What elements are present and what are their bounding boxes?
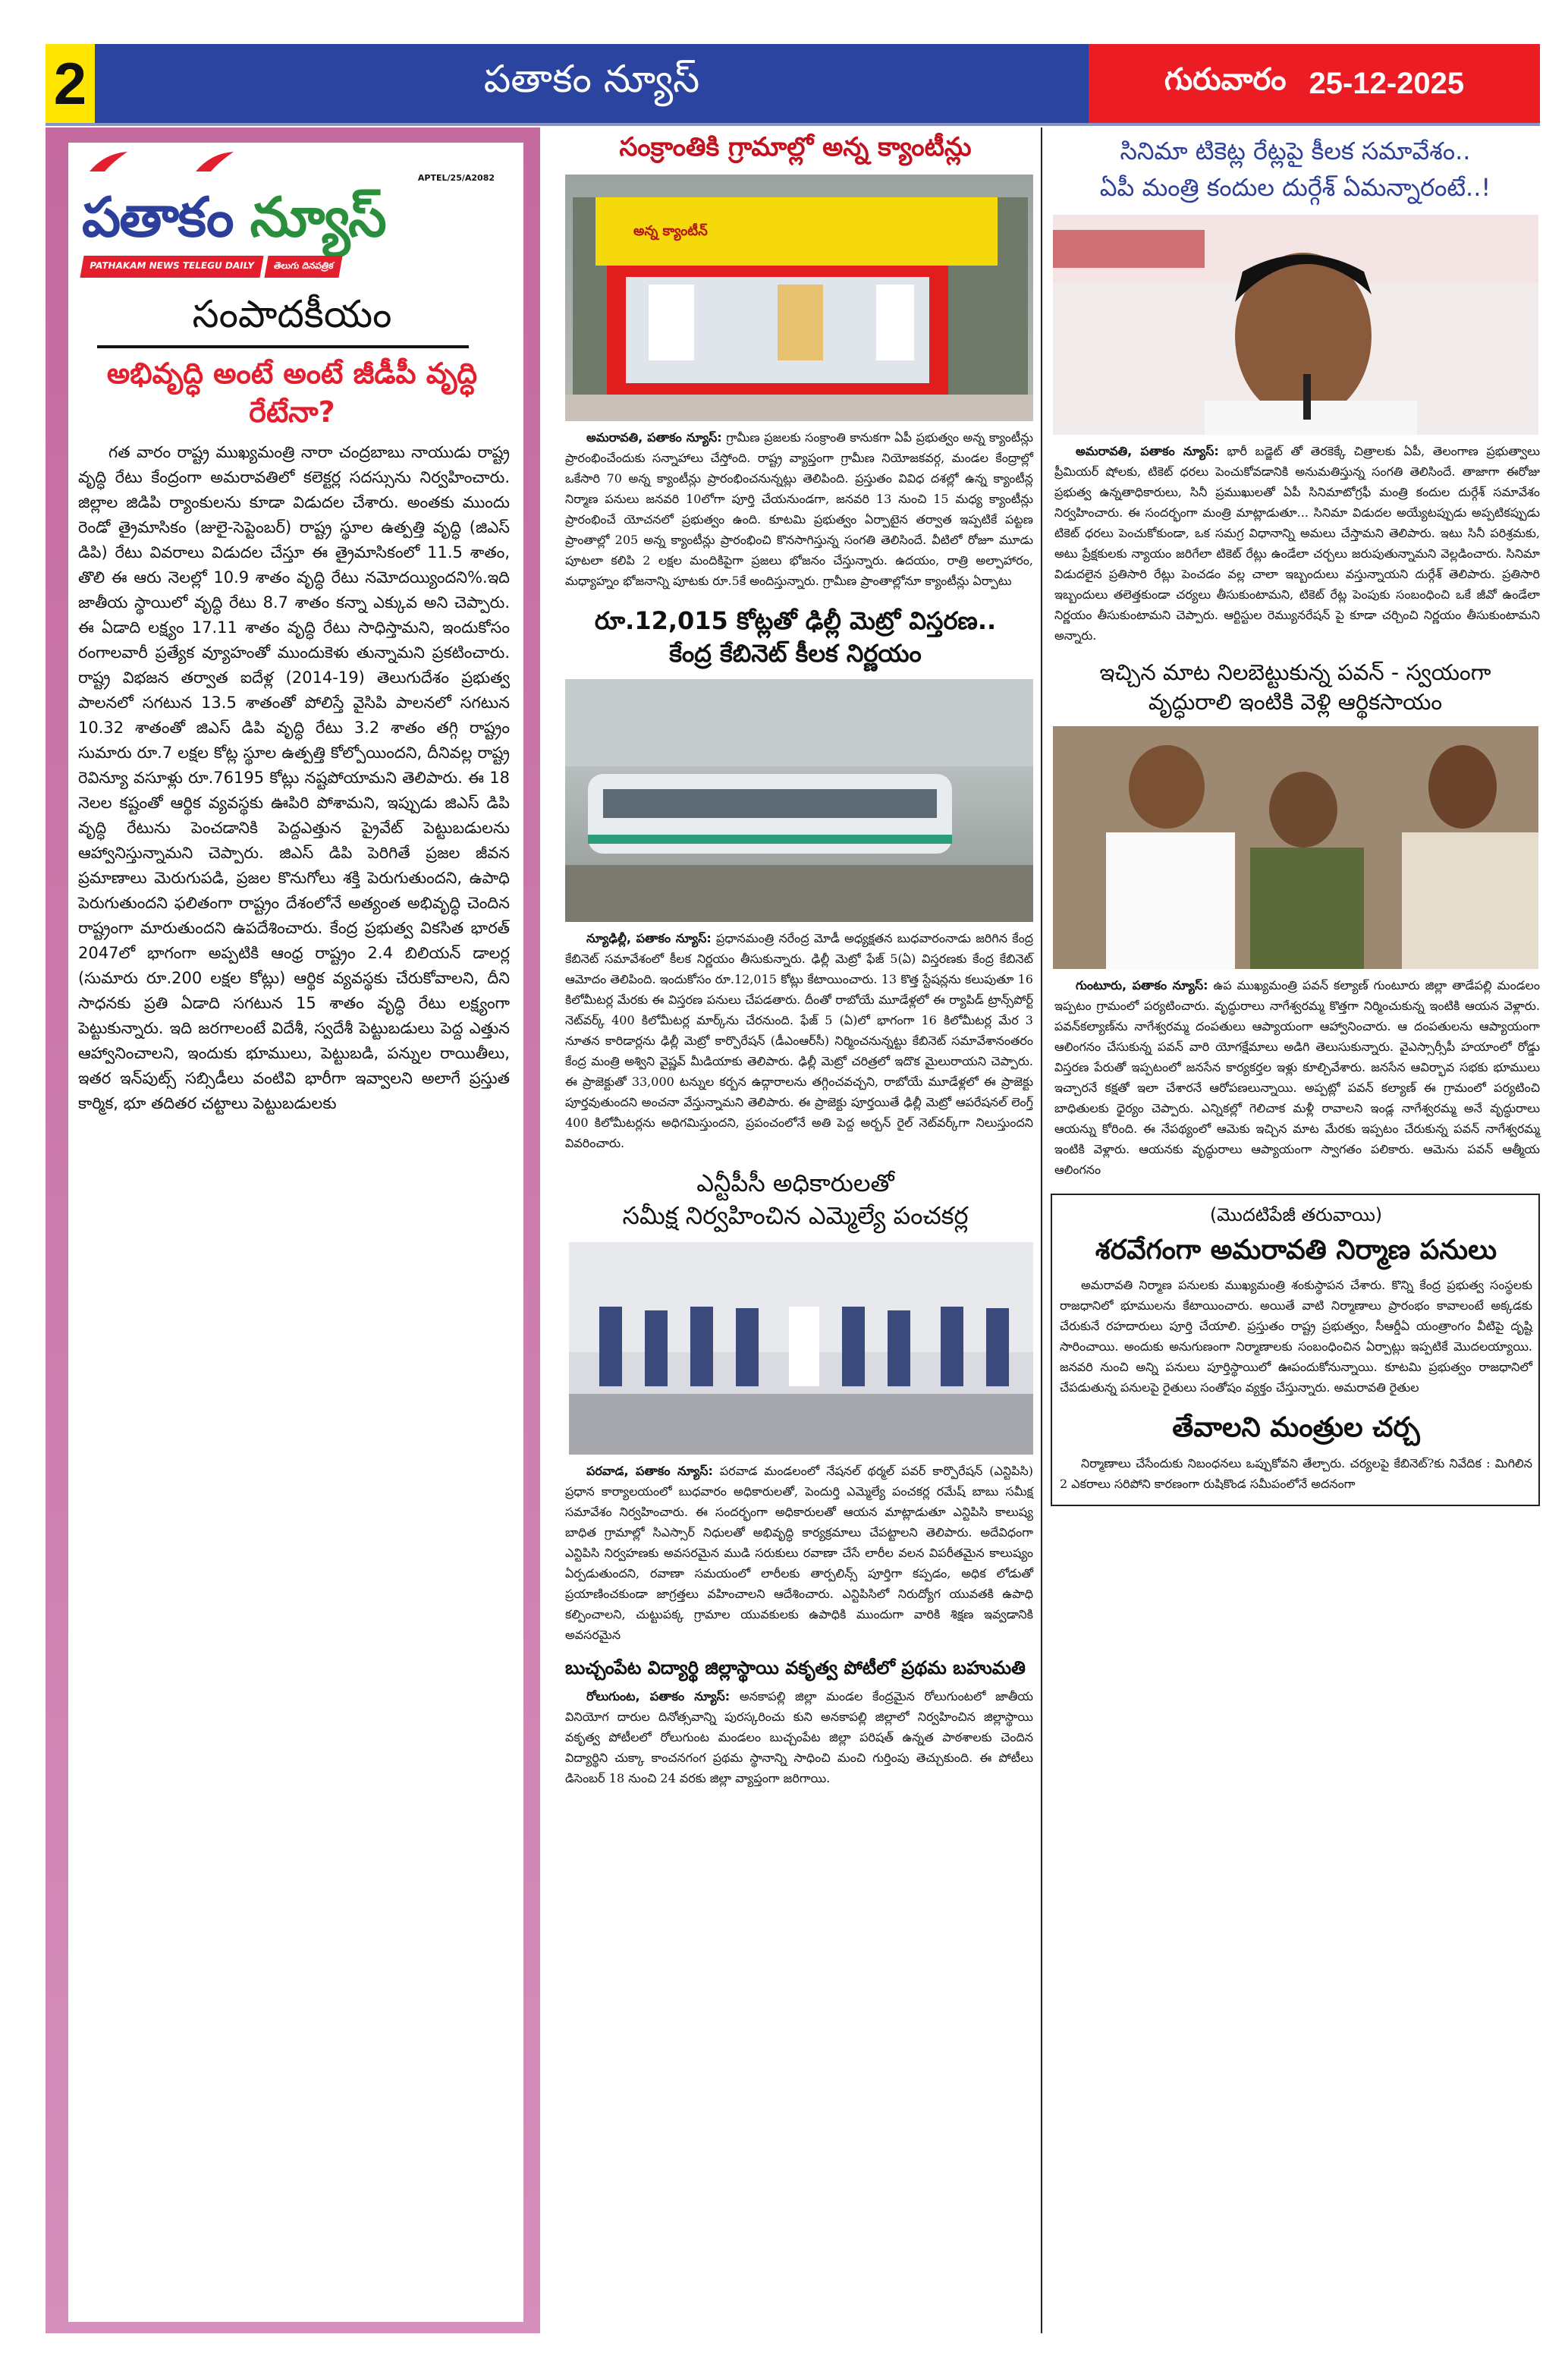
metro-photo (565, 679, 1033, 922)
editorial-headline: అభివృద్ధి అంటే అంటే జీడీపీ వృద్ధి రేటేనా? (106, 357, 478, 429)
logo-text-1: పతాకం (82, 185, 233, 249)
metro-headline (558, 605, 1033, 670)
ministers-headline: తేవాలని మంత్రుల చర్చ (1172, 1412, 1420, 1444)
headline-line: సమీక్ష నిర్వహించిన ఎమ్మెల్యే పంచకర్ల (622, 1201, 969, 1231)
dateline: రోలుగుంట, పతాకం న్యూస్: (586, 1689, 731, 1704)
logo-text-2: న్యూస్ (250, 185, 385, 249)
editorial-inner (68, 143, 523, 2322)
editorial-rule (97, 345, 469, 348)
dateline: అమరావతి, పతాకం న్యూస్: (586, 429, 722, 445)
date: 25-12-2025 (1309, 66, 1465, 100)
logo-wordmark (82, 183, 510, 251)
logo-tagline-bar (82, 256, 510, 278)
canteen-sign: అన్న క్యాంటీన్ (633, 222, 708, 239)
dateline: న్యూఢిల్లీ, పతాకం న్యూస్: (586, 931, 712, 946)
paper-name: పతాకం న్యూస్ (483, 56, 700, 101)
ntpc-headline (558, 1167, 1033, 1232)
meeting-group-image (569, 1242, 1033, 1455)
canteen-photo (565, 175, 1033, 421)
canteens-headline: సంక్రాంతికి గ్రామాల్లో అన్న క్యాంటీన్లు (619, 132, 972, 162)
article-text: ప్రధానమంత్రి నరేంద్ర మోడీ అధ్యక్షతన బుధవారంనాడు జరిగిన కేంద్ర కేబినెట్ సమావేశంలో కీలక నిర్ణయం తీసుకున్నారు. ఢిల్లీ మెట్రో ఫేజ్ 5(ఏ) విస్తరణకు కేంద్ర కేబినెట్ ఆమోదం తెలిపింది. ఇందుకోసం రూ.12,015 కోట్లు కేటాయించారు. 13 కొత్త స్టేషన్లను కలుపుతూ 16 కిలోమీటర్ల మేరకు ఈ విస్తరణ పనులు చేపడతారు. దీంతో రాబోయే మూడేళ్లలో ఈ ర్యాపిడ్ ట్రాన్స్‌పోర్ట్ నెట్‌వర్క్ 400 కిలోమీటర్ల మార్క్‌ను చేరనుంది. ఫేజ్ 5 (ఏ)లో భాగంగా 16 కిలోమీటర్ల మేర 3 నూతన కారిడార్లను ఢిల్లీ మెట్రో కార్పొరేషన్ (డీఎంఆర్‌సీ) నిర్మించనున్నట్టు కేబినెట్ సమావేశానంతరం కేంద్ర మంత్రి అశ్విని వైష్ణవ్ మీడియాకు తెలిపారు. ఢిల్లీ మెట్రో చరిత్రలో ఇదొక మైలురాయని చెప్పారు. ఈ ప్రాజెక్టుతో 33,000 టన్నుల కర్బన ఉద్గారాలను తగ్గించవచ్చని, రాబోయే మూడేళ్లలో ఈ ప్రాజెక్టు పూర్తవుతుందని అంచనా వేస్తున్నామని తెలిపారు. ఈ ప్రాజెక్టు పూర్తయితే ఢిల్లీ మెట్రో ఆపరేషనల్ లెంగ్త్ 400 కిలోమీటర్లను అధిగమిస్తుందని, ప్రపంచంలోనే అతి పెద్ద అర్బన్ రైల్ నెట్‌వర్క్‌గా నిలుస్తుందని వివరించారు. (565, 931, 1033, 1151)
ntpc-meeting-photo (569, 1242, 1033, 1455)
minister-portrait-image (1053, 215, 1538, 435)
minister-photo (1053, 215, 1538, 435)
right-column (1051, 133, 1540, 1506)
amaravati-box (1051, 1194, 1540, 1506)
article-text: అనకాపల్లి జిల్లా మండల కేంద్రమైన రోలుగుంటలో జాతీయ వినియోగ దారుల దినోత్సవాన్ని పురస్కరించు కుని అనకాపల్లి జిల్లాలో నిర్వహించిన జిల్లాస్థాయి వకృత్వ పోటీలలో రోలుగుంట మండలం బుచ్చంపేట జిల్లా పరిషత్ ఉన్నత పాఠశాలకు చెందిన విద్యార్థిని చుక్కా కాంచనగంగ ప్రథమ స్థానాన్ని సాధించి మంచి గుర్తింపు తెచ్చుకుంది. ఈ పోటీలు డిసెంబర్ 18 నుంచి 24 వరకు జిల్లా వ్యాప్తంగా జరిగాయి. (565, 1689, 1033, 1786)
pawan-body (1054, 975, 1540, 1180)
tagline-en: PATHAKAM NEWS TELEGU DAILY (80, 256, 263, 278)
middle-column (558, 131, 1033, 1788)
tagline-te: తెలుగు దినపత్రిక (264, 256, 343, 278)
pawan-headline (1051, 658, 1540, 717)
headline-line: ఎన్టీపీసీ అధికారులతో (696, 1169, 894, 1198)
dateline: పరవాడ, పతాకం న్యూస్: (586, 1463, 713, 1478)
header-date-block (1089, 44, 1540, 123)
article-text: గ్రామీణ ప్రజలకు సంక్రాంతి కానుకగా ఏపీ ప్రభుత్వం అన్న క్యాంటీన్లు ప్రారంభించేందుకు సన్నాహాలు చేస్తోంది. రాష్ట్ర వ్యాప్తంగా గ్రామీణ నియోజకవర్గ, మండల కేంద్రాల్లో ఒకేసారి 70 అన్న క్యాంటీన్లు ప్రారంభించనున్నట్లు తెలిపింది. ప్రస్తుతం వివిధ దశల్లో ఉన్న క్యాంటీన్ల నిర్మాణ పనులు జనవరి 10లోగా పూర్తి చేయనుండగా, జనవరి 13 నుంచి 15 మధ్య క్యాంటీన్లు ప్రారంభించే యోచనలో ప్రభుత్వం ఉంది. కూటమి ప్రభుత్వం ఏర్పాటైన తర్వాత ఇప్పటికే పట్టణ ప్రాంతాల్లో 205 అన్న క్యాంటీన్లు ప్రారంభించి కొనసాగిస్తున్న సంగతి తెలిసిందే. వీటిలో రోజూ మూడు పూటలా కలిపి 2 లక్షల మందికిపైగా ప్రజలు భోజనం చేస్తున్నారు. ఉదయం, రాత్రి అల్పాహారం, మధ్యాహ్నం భోజనాన్ని పూటకు రూ.5కే అందిస్తున్నారు. గ్రామీణ ప్రాంతాల్లోనూ క్యాంటీన్లు ఏర్పాటు (565, 429, 1033, 588)
cinema-body (1054, 441, 1540, 646)
student-body (565, 1686, 1033, 1788)
ministers-body: నిర్మాణాలు చేసేందుకు నిబంధనలు ఒప్పుకోవని తేల్చారు. చర్యలపై కేబినెట్?కు నివేదిక : మిగిలిన 2 ఎకరాలు సరిపోని కారణంగా రుషికొండ సమీపంలోనే అదనంగా (1060, 1455, 1532, 1491)
article-text: భారీ బడ్జెట్ తో తెరకెక్కే చిత్రాలకు ఏపీ, తెలంగాణ ప్రభుత్వాలు ప్రీమియర్ షోలకు, టికెట్ ధరలు పెంచుకోవడానికి అనుమతిస్తున్న సంగతి తెలిసిందే. తాజాగా ఈరోజు ప్రభుత్వ ఉన్నతాధికారులు, సినీ ప్రముఖులతో ఏపీ సినిమాటోగ్రఫీ మంత్రి కందుల దుర్గేశ్ సమావేశం నిర్వహించారు. ఈ సందర్భంగా మంత్రి మాట్లాడుతూ... సినిమా విడుదల అయ్యేటప్పుడు అప్పటికప్పుడు టికెట్ ధరలు పెంచుకోకుండా, ఒక సమగ్ర విధానాన్ని అమలు చేస్తామని తెలిపారు. ఇటు సినీ పరిశ్రమకు, అటు ప్రేక్షకులకు న్యాయం జరిగేలా టికెట్ రేట్లు ఉండేలా చర్చలు జరుపుతున్నామని వెల్లడించారు. సినిమా విడుదలైన ప్రతిసారి రేట్లు పెంచడం వల్ల చాలా ఇబ్బందులు వస్తున్నాయని దుర్గేశ్ తెలిపారు. ప్రతిసారి ఇబ్బందులు తలెత్తకుండా చర్యలు తీసుకుంటామని, టికెట్ రేట్ల పెంపుకు సంబంధించి ఒకే జీవో ఉండేలా నిర్ణయం తీసుకుంటామని చెప్పారు. ఆర్టిస్టుల రెమ్యునరేషన్ పై కూడా చర్చించి నిర్ణయం తీసుకుంటామని అన్నారు. (1054, 444, 1540, 643)
visit-group-image (1053, 726, 1538, 969)
headline-line: సినిమా టికెట్ల రేట్లపై కీలక సమావేశం.. (1120, 137, 1471, 165)
headline-line: కేంద్ర కేబినెట్ కీలక నిర్ణయం (669, 639, 922, 668)
headline-line: ఏపీ మంత్రి కందుల దుర్గేశ్ ఏమన్నారంటే..! (1099, 173, 1491, 202)
flag-swoosh-icon (82, 150, 256, 173)
cinema-headline (1051, 133, 1540, 206)
amaravati-headline: శరవేగంగా అమరావతి నిర్మాణ పనులు (1095, 1234, 1497, 1266)
continued-kicker: (మొదటిపేజీ తరువాయి) (1209, 1204, 1383, 1226)
column-divider (1041, 127, 1042, 2333)
amaravati-body: అమరావతి నిర్మాణ పనులకు ముఖ్యమంత్రి శంకుస్థాపన చేశారు. కొన్ని కేంద్ర ప్రభుత్వ సంస్థలకు రాజధానిలో భూములను కేటాయించారు. అయితే వాటి నిర్మాణాలు ప్రారంభం కావాలంటే అక్కడకు చేరుకునే రహదారులు పూర్తి చేయాలి. ప్రస్తుతం రాష్ట్ర ప్రభుత్వం, సీఆర్డీఏ యంత్రాంగం వీటిపై దృష్టి సారించాయి. అందుకు అనుగుణంగా నిర్మాణాలకు సంబంధించిన ఏర్పాట్లు ఇప్పటికే మొదలయ్యాయి. జనవరి నుంచి అన్ని పనులు పూర్తిస్థాయిలో ఊపందుకోనున్నాయి. కూటమి ప్రభుత్వం రాజధానిలో చేపడుతున్న పనులపై రైతులు సంతోషం వ్యక్తం చేస్తున్నారు. అమరావతి రైతుల (1060, 1278, 1532, 1395)
ntpc-body (565, 1461, 1033, 1645)
article-text: పరవాడ మండలంలో నేషనల్ థర్మల్ పవర్ కార్పొరేషన్ (ఎన్టిపిసి) ప్రధాన కార్యాలయంలో బుధవారం అధికారులతో, పెందుర్తి ఎమ్మెల్యే పంచకర్ల రమేష్ బాబు సమీక్ష సమావేశం నిర్వహించారు. ఈ సందర్భంగా అధికారులతో ఆయన మాట్లాడుతూ ఎన్టిపిసి కాలుష్య బాధిత గ్రామాల్లో సిఎస్సార్ నిధులతో అభివృద్ధి కార్యక్రమాలు చేపట్టాలని తెలిపారు. అదేవిధంగా ఎన్టిపిసి నిర్వహణకు అవసరమైన ముడి సరుకులు రవాణా చేసే లారీల వలన విపరీతమైన కాలుష్యం ఏర్పడుతుందని, రవాణా సమయంలో లారీలకు తార్పలిన్స్ పూర్తిగా కప్పడం, అధిక లోడుతో ప్రయాణించకుండా జాగ్రత్తలు వహించాలని ఆదేశించారు. ఎన్టిపిసిలో నిరుద్యోగ యువతకి ఉపాధి కల్పించాలని, చుట్టుపక్క గ్రామాల యువకులకు ఉపాధికి ముందుగా వారికి శిక్షణ ఇవ్వడానికి అవసరమైన (565, 1463, 1034, 1642)
student-headline: బుచ్చంపేట విద్యార్థి జిల్లాస్థాయి వకృత్వ పోటీలో ప్రథమ బహుమతి (565, 1656, 1026, 1678)
metro-train-image (565, 679, 1033, 922)
editorial-panel (46, 127, 540, 2333)
pawan-visit-photo (1053, 726, 1538, 969)
registration-number: APTEL/25/A2082 (417, 173, 495, 183)
canteen-building-image (565, 175, 1033, 421)
metro-body (565, 928, 1033, 1153)
header-paper-name (95, 44, 1089, 123)
dateline: అమరావతి, పతాకం న్యూస్: (1076, 444, 1219, 458)
page-number: 2 (46, 44, 95, 123)
editorial-section-title: సంపాదకీయం (192, 292, 392, 336)
article-text: ఉప ముఖ్యమంత్రి పవన్ కల్యాణ్ గుంటూరు జిల్లా తాడేపల్లి మండలం ఇప్పటం గ్రామంలో పర్యటించారు. వృద్ధురాలు నాగేశ్వరమ్మ కొత్తగా నిర్మించుకున్న ఇంటికి ఆయన వెళ్లారు. పవన్‌కల్యాణ్‌ను నాగేశ్వరమ్మ దంపతులు ఆప్యాయంగా ఆహ్వానించారు. ఆ దంపతులను ఆప్యాయంగా ఆలింగనం చేసుకున్న పవన్ వారి యోగక్షేమాలు అడిగి తెలుసుకున్నారు. వైఎస్సార్సీపీ హయాంలో రోడ్డు విస్తరణ పేరుతో ఇప్పటంలో జనసేన కార్యకర్తల ఇళ్లు కూల్చివేశారు. జనసేన ఆవిర్భావ సభకు భూములు ఇచ్చారనే కక్షతో ఇలా చేశారనే ఆరోపణలున్నాయి. అప్పట్లో పవన్ కల్యాణ్ ఈ గ్రామంలో పర్యటించి బాధితులకు ధైర్యం చెప్పారు. ఎన్నికల్లో గెలిచాక మళ్లీ రావాలని ఇండ్ల నాగేశ్వరమ్మ అనే వృద్ధురాలు ఆయన్ను కోరింది. ఈ నేపథ్యంలో ఆమెకు ఇచ్చిన మాట మేరకు ఇప్పటం చేరుకున్న పవన్ నాగేశ్వరమ్మ ఇంటికి వెళ్లారు. ఆయనకు వృద్ధురాలు ఆప్యాయంగా స్వాగతం పలికారు. ఆమెను పవన్ ఆత్మీయ ఆలింగనం (1054, 978, 1540, 1178)
editorial-body: గత వారం రాష్ట్ర ముఖ్యమంత్రి నారా చంద్రబాబు నాయుడు రాష్ట్ర వృద్ధి రేటు కేంద్రంగా అమరావతిలో కలెక్టర్ల సదస్సును నిర్వహించారు. జిల్లాల జిడిపి ర్యాంకులను కూడా విడుదల చేశారు. అంతకు ముందు రెండో త్రైమాసికం (జులై-సెప్టెంబర్) రాష్ట్ర స్థూల ఉత్పత్తి వృద్ధి (జిఎస్ డిపి) రేటు వివరాలు విడుదల చేస్తూ ఈ త్రైమాసికంలో 11.5 శాతం, తొలి ఈ ఆరు నెలల్లో 10.9 శాతం వృద్ధి రేటు నమోదయ్యిందని%.ఇది జాతీయ స్థాయిలో వృద్ధి రేటు 8.7 శాతం కన్నా ఎక్కువ అని చెప్పారు. ఈ ఏడాది లక్ష్యం 17.11 శాతం వృద్ధి రేటు సాధిస్తామని, ఇందుకోసం రంగాలవారీ ప్రత్యేక వ్యూహంతో ముందుకెళు తున్నామని ప్రకటించారు. రాష్ట్ర విభజన తర్వాత ఐదేళ్ల (2014-19) తెలుగుదేశం ప్రభుత్వ పాలనలో సగటున 13.5 శాతంతో పోలిస్తే వైసిపి పాలనలో సగటున 10.32 శాతంతో జిఎస్ డిపి వృద్ధి రేటు 3.2 శాతం తగ్గి రాష్ట్రం సుమారు రూ.7 లక్షల కోట్ల స్థూల ఉత్పత్తి కోల్పోయిందని, దీనివల్ల రాష్ట్ర రెవిన్యూ వసూళ్లు రూ.76195 కోట్లు నష్టపోయామని తెలిపారు. ఈ 18 నెలల కష్టంతో ఆర్థిక వ్యవస్థకు ఊపిరి పోశామని, ఇప్పుడు జిఎస్ డిపి వృద్ధి రేటును పెంచడానికి పెద్దఎత్తున ప్రైవేట్ పెట్టుబడులను ఆహ్వానిస్తున్నామని చెప్పారు. జిఎస్ డిపి పెరిగితే ప్రజల జీవన ప్రమాణాలు మెరుగుపడి, ప్రజల కొనుగోలు శక్తి పెరుగుతుందని, ఉపాధి పెరుగుతుందని ఫలితంగా రాష్ట్రం దేశంలోనే అత్యంత అభివృద్ధి చెందిన రాష్ట్రంగా మారుతుందని ఉపదేశించారు. కేంద్ర ప్రభుత్వ వికసిత భారత్ 2047లో భాగంగా అప్పటికి ఆంధ్ర రాష్ట్రం 2.4 బిలియన్ డాలర్ల (సుమారు రూ.200 లక్షల కోట్లు) ఆర్థిక వ్యవస్థకు చేరుకోవాలని, దీని సాధనకు ప్రతి ఏడాది సగటున 15 శాతం వృద్ధి రేటు లక్ష్యంగా పెట్టుకున్నారు. ఇది జరగాలంటే విదేశీ, స్వదేశీ పెట్టుబడులు పెద్ద ఎత్తున ఆహ్వానించాలని, ఇందుకు భూములు, పెట్టుబడి, పన్నుల రాయితీలు, ఇతర ఇన్‌పుట్స్ సబ్సిడీలు వంటివి భారీగా ఇవ్వాలని అలాగే ప్రస్తుత కార్మిక, భూ తదితర చట్టాలు పెట్టుబడులకు (78, 442, 510, 1112)
weekday: గురువారం (1164, 62, 1287, 97)
dateline: గుంటూరు, పతాకం న్యూస్: (1076, 978, 1208, 993)
canteens-body (565, 427, 1033, 591)
headline-line: వృద్ధురాలి ఇంటికి వెళ్లి ఆర్థికసాయం (1148, 689, 1443, 716)
masthead-logo (74, 146, 510, 281)
headline-line: రూ.12,015 కోట్లతో ఢిల్లీ మెట్రో విస్తరణ.. (594, 606, 997, 635)
headline-line: ఇచ్చిన మాట నిలబెట్టుకున్న పవన్ - స్వయంగా (1099, 659, 1491, 685)
header-rule (46, 123, 1540, 126)
